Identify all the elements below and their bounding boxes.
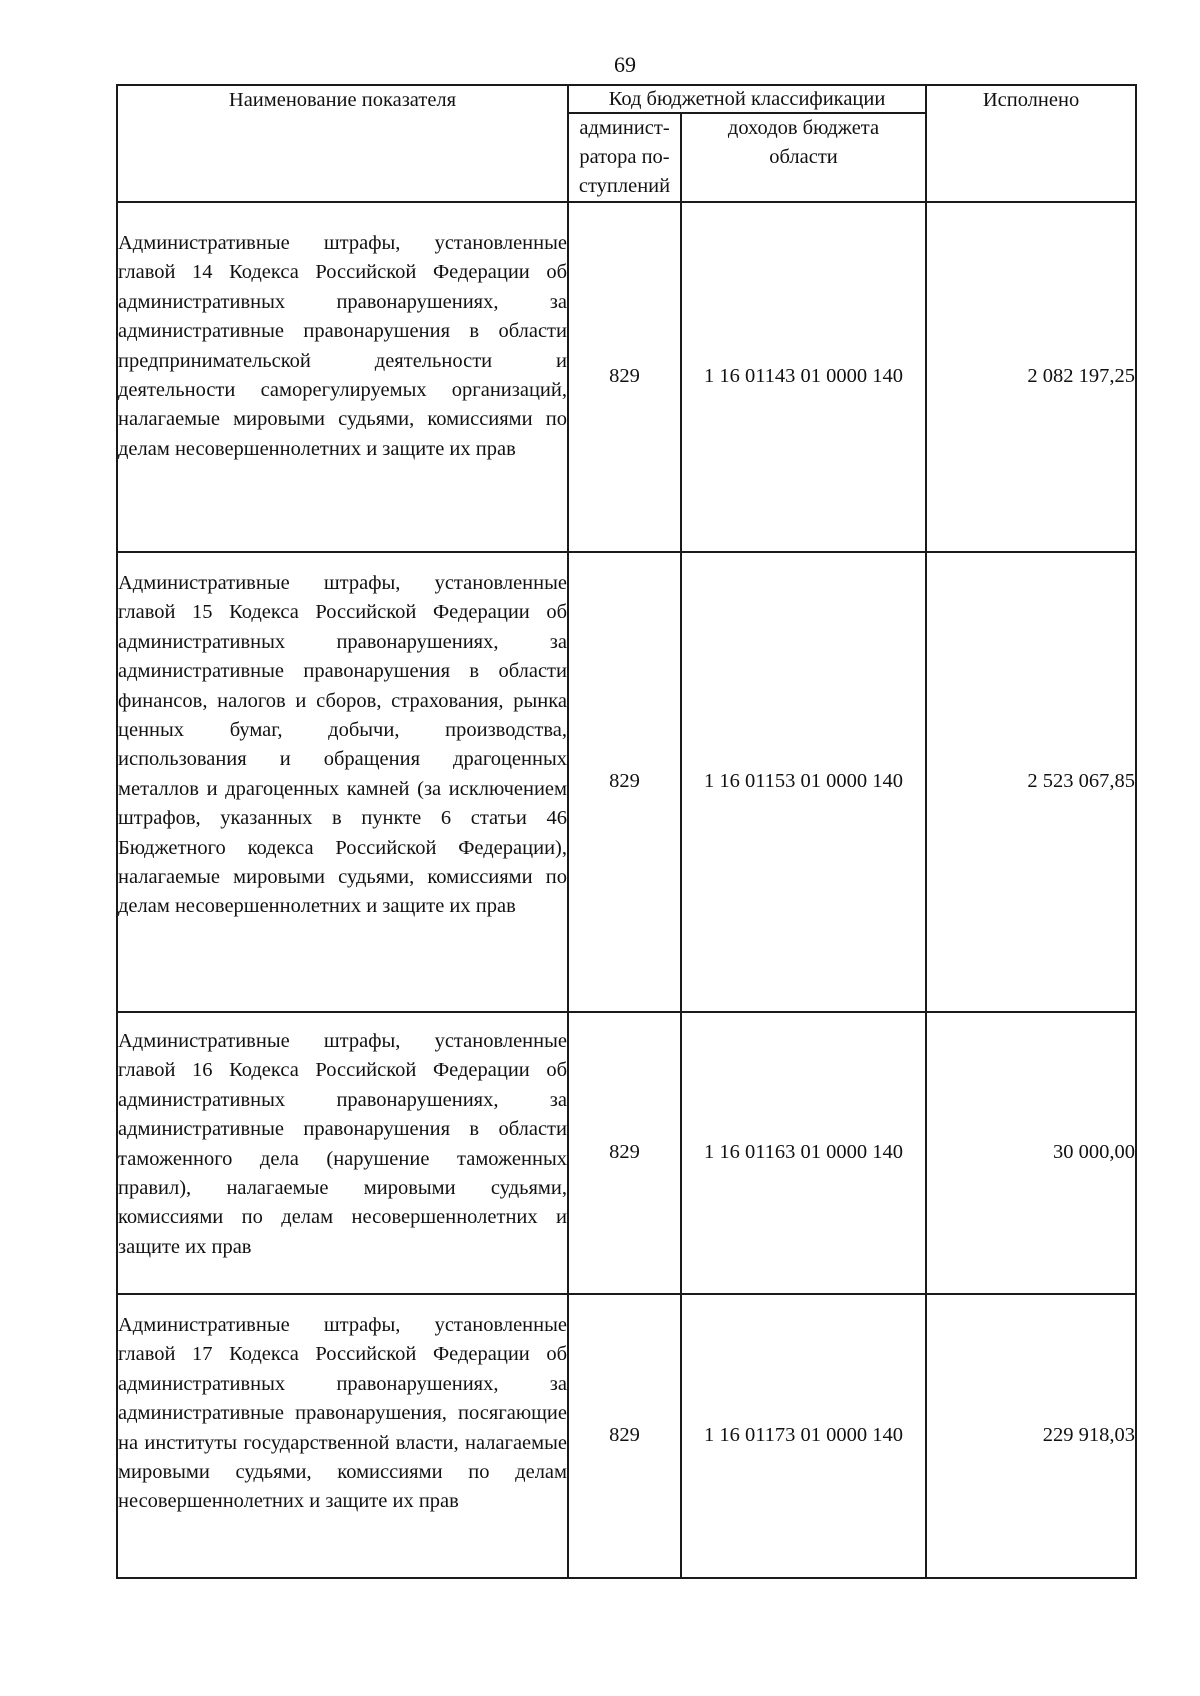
indicator-name-cell: Административные штрафы, установленные главой 14 Кодекса Российской Федерации об административных правонарушениях, за административные правонарушения в области предпринимательской деятельности и деятельности саморегулируемых организаций, налагаемые мировыми судьями, комиссиями по делам несовершеннолетних и защите их прав <box>117 202 568 552</box>
table-row <box>117 1012 1136 1294</box>
income-code-cell: 1 16 01143 01 0000 140 <box>681 202 926 552</box>
admin-code-cell: 829 <box>568 552 681 1012</box>
page-number: 69 <box>614 52 636 77</box>
table-row <box>117 552 1136 1012</box>
budget-table-container <box>116 84 1137 1579</box>
admin-code-cell: 829 <box>568 1294 681 1578</box>
header-executed: Исполнено <box>926 85 1136 202</box>
header-indicator-name: Наименование показателя <box>117 85 568 202</box>
admin-code-cell: 829 <box>568 1012 681 1294</box>
income-code-cell: 1 16 01173 01 0000 140 <box>681 1294 926 1578</box>
executed-amount-cell: 2 082 197,25 <box>926 202 1136 552</box>
indicator-name-cell: Административные штрафы, установленные главой 17 Кодекса Российской Федерации об административных правонарушениях, за административные правонарушения, посягающие на институты государственной власти, налагаемые мировыми судьями, комиссиями по делам несовершеннолетних и защите их прав <box>117 1294 568 1578</box>
admin-code-cell: 829 <box>568 202 681 552</box>
header-budget-code: Код бюджетной классификации <box>568 85 926 113</box>
indicator-name-cell: Административные штрафы, установленные главой 15 Кодекса Российской Федерации об административных правонарушениях, за административные правонарушения в области финансов, налогов и сборов, страхования, рынка ценных бумаг, добычи, производства, использования и обращения драгоценных металлов и драгоценных камней (за исключением штрафов, указанных в пункте 6 статьи 46 Бюджетного кодекса Российской Федерации), налагаемые мировыми судьями, комиссиями по делам несовершеннолетних и защите их прав <box>117 552 568 1012</box>
income-code-cell: 1 16 01163 01 0000 140 <box>681 1012 926 1294</box>
income-code-cell: 1 16 01153 01 0000 140 <box>681 552 926 1012</box>
table-row <box>117 1294 1136 1578</box>
table-row <box>117 202 1136 552</box>
budget-classification-table <box>116 84 1137 1579</box>
executed-amount-cell: 30 000,00 <box>926 1012 1136 1294</box>
header-income-code: доходов бюджета области <box>681 113 926 202</box>
header-row-top <box>117 85 1136 113</box>
indicator-name-cell: Административные штрафы, установленные главой 16 Кодекса Российской Федерации об административных правонарушениях, за административные правонарушения в области таможенного дела (нарушение таможенных правил), налагаемые мировыми судьями, комиссиями по делам несовершеннолетних и защите их прав <box>117 1012 568 1294</box>
executed-amount-cell: 2 523 067,85 <box>926 552 1136 1012</box>
executed-amount-cell: 229 918,03 <box>926 1294 1136 1578</box>
header-admin-code: админист- ратора по- ступлений <box>568 113 681 202</box>
